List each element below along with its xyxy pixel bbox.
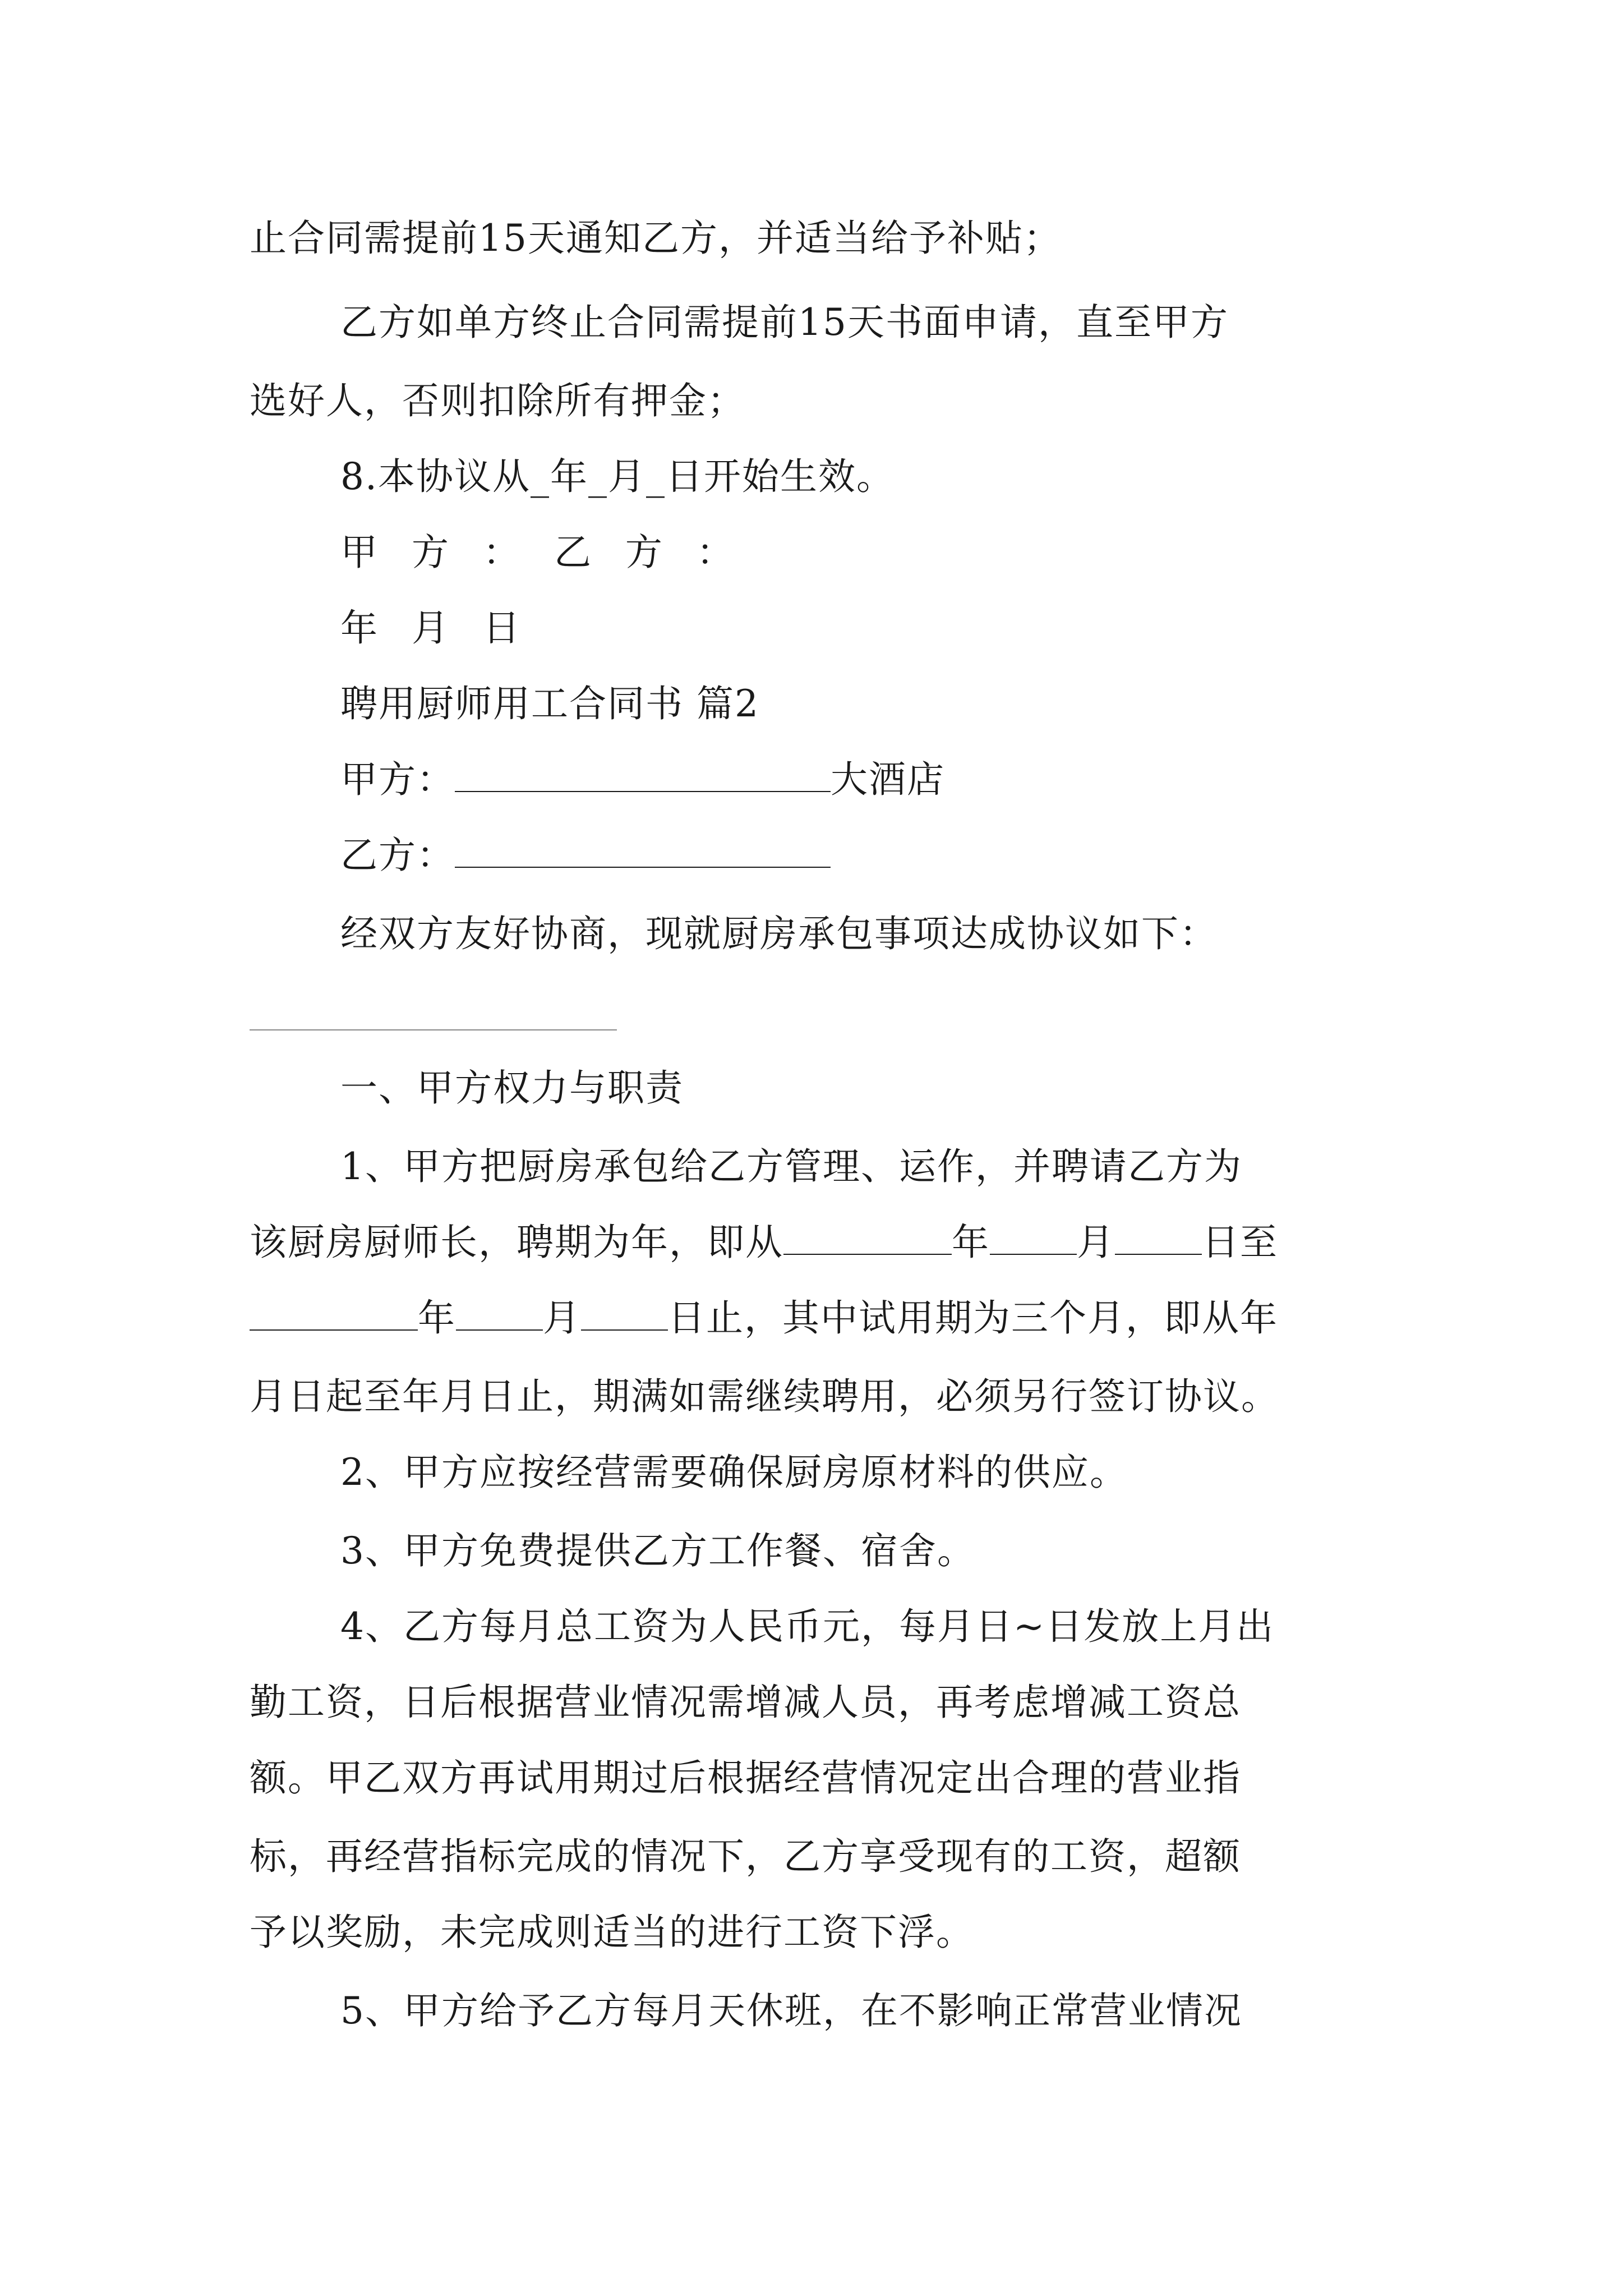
text-line: 5、甲方给予乙方每月天休班，在不影响正常营业情况	[340, 1989, 1242, 2032]
text-fragment: 月	[543, 1296, 581, 1340]
party-a-line	[340, 757, 945, 802]
party-b-line	[340, 833, 831, 878]
month-blank	[456, 1296, 543, 1331]
text-line: 2、甲方应按经营需要确保厨房原材料的供应。	[340, 1451, 1128, 1494]
party-b-blank	[455, 833, 831, 868]
section-title: 聘用厨师用工合同书 篇2	[340, 682, 759, 725]
text-line: 勤工资，日后根据营业情况需增减人员，再考虑增减工资总	[250, 1681, 1241, 1724]
section-heading: 一、甲方权力与职责	[340, 1066, 684, 1110]
text-line: 1、甲方把厨房承包给乙方管理、运作，并聘请乙方为	[340, 1145, 1242, 1188]
text-fragment: 年	[952, 1221, 990, 1264]
text-line: 8.本协议从_年_月_日开始生效。	[340, 455, 895, 498]
party-b-label: 乙方：	[340, 834, 455, 877]
text-line	[250, 1296, 1278, 1341]
year-blank	[250, 1296, 418, 1331]
text-line: 选好人，否则扣除所有押金；	[250, 379, 745, 422]
party-a-suffix: 大酒店	[831, 758, 945, 801]
text-line	[250, 1220, 1278, 1265]
text-line: 予以奖励，未完成则适当的进行工资下浮。	[250, 1911, 974, 1954]
text-line: 标，再经营指标完成的情况下，乙方享受现有的工资，超额	[250, 1835, 1241, 1878]
date-line: 年 月 日	[340, 606, 531, 650]
text-fragment: 日至	[1202, 1221, 1278, 1264]
text-line: 止合同需提前15天通知乙方，并适当给予补贴；	[250, 217, 1062, 260]
signature-line: 甲 方 ： 乙 方 ：	[340, 531, 745, 574]
text-line: 月日起至年月日止，期满如需继续聘用，必须另行签订协议。	[250, 1375, 1279, 1418]
party-a-label: 甲方：	[340, 758, 455, 801]
text-line: 乙方如单方终止合同需提前15天书面申请，直至甲方	[340, 301, 1229, 344]
text-fragment: 该厨房厨师长，聘期为年，即从	[250, 1221, 783, 1264]
text-fragment: 月	[1077, 1221, 1115, 1264]
text-fragment: 日止，其中试用期为三个月，即从年	[668, 1296, 1278, 1340]
separator-rule	[250, 1029, 617, 1030]
text-line: 额。甲乙双方再试用期过后根据经营情况定出合理的营业指	[250, 1756, 1241, 1800]
day-blank	[1115, 1220, 1202, 1255]
text-line: 经双方友好协商，现就厨房承包事项达成协议如下：	[340, 912, 1218, 955]
text-fragment: 年	[418, 1296, 456, 1340]
day-blank	[581, 1296, 668, 1331]
month-blank	[990, 1220, 1077, 1255]
party-a-blank	[455, 757, 831, 792]
text-line: 3、甲方免费提供乙方工作餐、宿舍。	[340, 1529, 975, 1572]
text-line: 4、乙方每月总工资为人民币元，每月日~日发放上月出	[340, 1605, 1275, 1648]
year-blank	[783, 1220, 952, 1255]
